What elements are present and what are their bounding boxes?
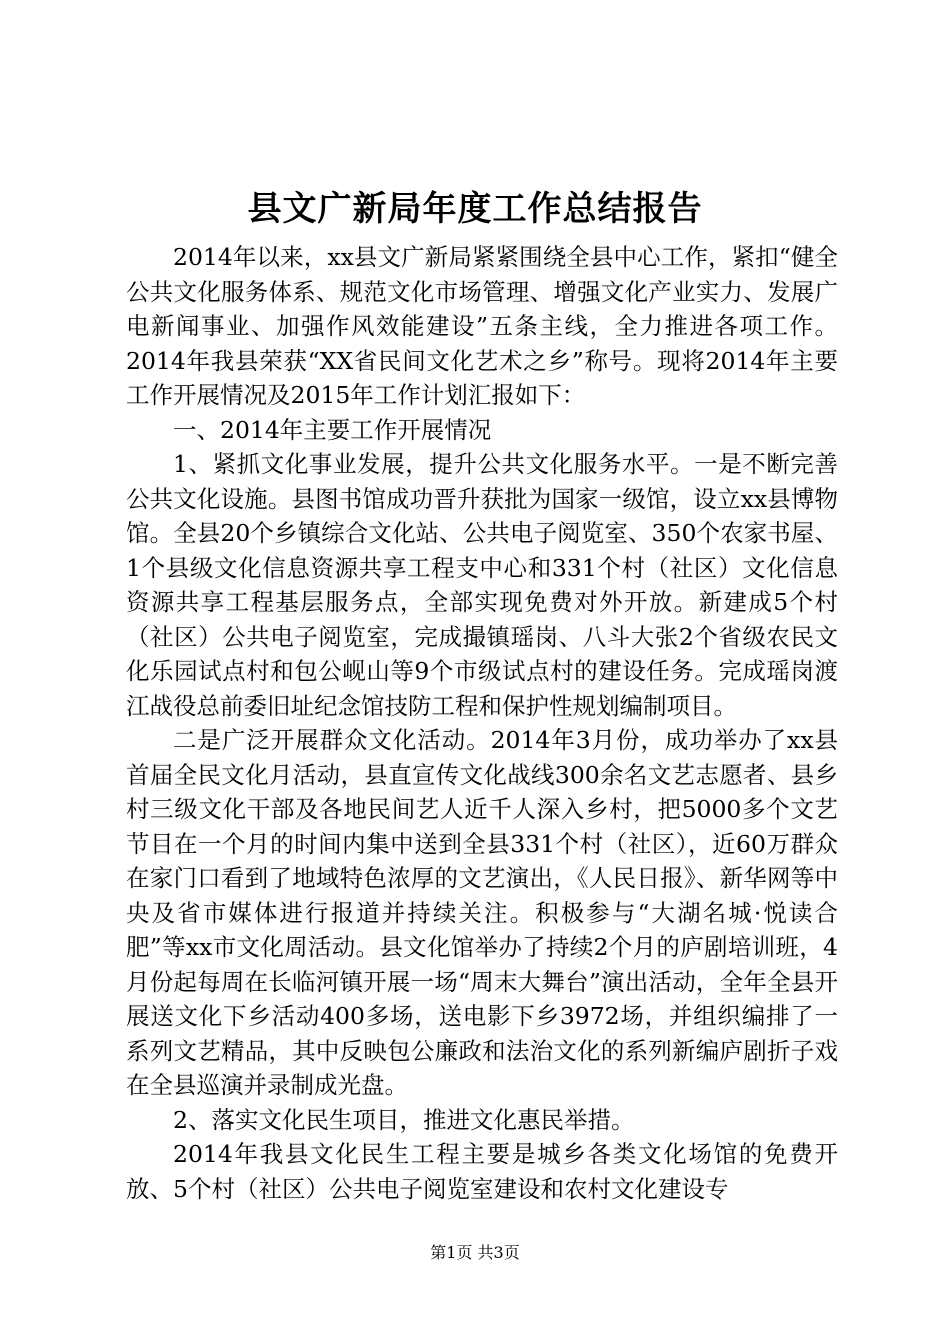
document-body: [126, 240, 838, 1206]
page-number-footer: 第1页 共3页: [430, 1243, 520, 1262]
section-heading: 一、2014年主要工作开展情况: [173, 415, 492, 444]
document-title: 县文广新局年度工作总结报告: [247, 189, 703, 229]
paragraph-intro: 2014年以来，xx县文广新局紧紧围绕全县中心工作，紧扣“健全公共文化服务体系、规范文化市场管理、增强文化产业实力、发展广电新闻事业、加强作风效能建设”五条主线，全力推进各项工作。2014年我县荣获“XX省民间文化艺术之乡”称号。现将2014年主要工作开展情况及2015年工作计划汇报如下：: [126, 243, 838, 409]
paragraph-projects: 2014年我县文化民生工程主要是城乡各类文化场馆的免费开放、5个村（社区）公共电子阅览室建设和农村文化建设专: [126, 1140, 838, 1203]
paragraph-item-2: 2、落实文化民生项目，推进文化惠民举措。: [173, 1105, 635, 1134]
paragraph-item-1: 1、紧抓文化事业发展，提升公共文化服务水平。一是不断完善公共文化设施。县图书馆成功晋升获批为国家一级馆，设立xx县博物馆。全县20个乡镇综合文化站、公共电子阅览室、350个农家书屋、1个县级文化信息资源共享工程支中心和331个村（社区）文化信息资源共享工程基层服务点，全部实现免费对外开放。新建成5个村（社区）公共电子阅览室，完成撮镇瑶岗、八斗大张2个省级农民文化乐园试点村和包公岘山等9个市级试点村的建设任务。完成瑶岗渡江战役总前委旧址纪念馆技防工程和保护性规划编制项目。: [126, 450, 838, 720]
paragraph-activities: 二是广泛开展群众文化活动。2014年3月份，成功举办了xx县首届全民文化月活动，县直宣传文化战线300余名文艺志愿者、县乡村三级文化干部及各地民间艺人近千人深入乡村，把5000多个文艺节目在一个月的时间内集中送到全县331个村（社区），近60万群众在家门口看到了地域特色浓厚的文艺演出，《人民日报》、新华网等中央及省市媒体进行报道并持续关注。积极参与“大湖名城·悦读合肥”等xx市文化周活动。县文化馆举办了持续2个月的庐剧培训班，4月份起每周在长临河镇开展一场“周末大舞台”演出活动，全年全县开展送文化下乡活动400多场，送电影下乡3972场，并组织编排了一系列文艺精品，其中反映包公廉政和法治文化的系列新编庐剧折子戏在全县巡演并录制成光盘。: [126, 726, 838, 1099]
